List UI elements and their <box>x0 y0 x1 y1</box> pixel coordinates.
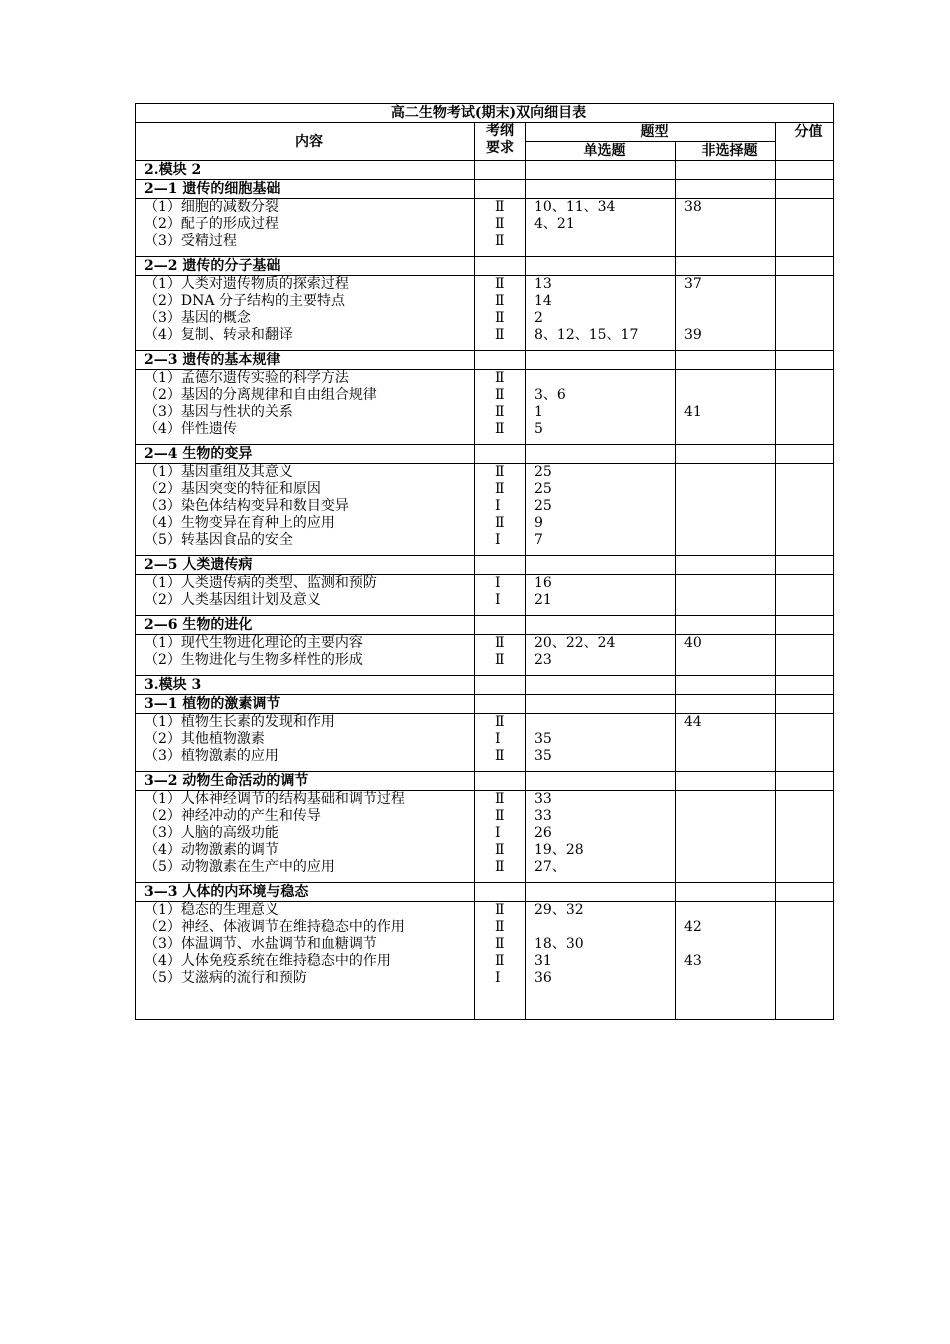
header-level-line2: 要求 <box>486 140 514 156</box>
level-value-line: Ⅱ <box>495 404 505 420</box>
content-item-line: （3）体温调节、水盐调节和血糖调节 <box>144 936 377 952</box>
level-value-line: Ⅰ <box>495 731 501 747</box>
score-cell <box>776 635 834 676</box>
single-choice-value-line: 33 <box>534 791 552 807</box>
table-row <box>136 464 834 556</box>
single-choice-value-line: 3、6 <box>534 387 566 403</box>
level-value-line: Ⅱ <box>495 953 505 969</box>
section-score-cell <box>776 676 834 695</box>
table-row <box>136 791 834 883</box>
section-level-cell <box>475 883 526 902</box>
content-item-line: （2）基因的分离规律和自由组合规律 <box>144 387 377 403</box>
section-level-cell <box>475 445 526 464</box>
content-item-line: （1）细胞的减数分裂 <box>144 199 279 215</box>
level-value-line: Ⅱ <box>495 370 505 386</box>
section-level-cell <box>475 695 526 714</box>
nonchoice-value-line <box>684 293 775 310</box>
level-value-line: Ⅱ <box>495 936 505 952</box>
content-item-line: （1）现代生物进化理论的主要内容 <box>144 635 363 651</box>
content-cell <box>136 635 475 676</box>
single-choice-value-line: 23 <box>534 652 552 668</box>
section-nonchoice-cell <box>676 616 776 635</box>
nonchoice-cell <box>676 714 776 772</box>
section-level-cell <box>475 257 526 276</box>
level-value-line: Ⅱ <box>495 310 505 326</box>
content-item-line: （4）伴性遗传 <box>144 421 237 437</box>
section-label: 2—1 遗传的细胞基础 <box>136 180 475 199</box>
content-item-line: （3）染色体结构变异和数目变异 <box>144 498 349 514</box>
content-cell <box>136 714 475 772</box>
content-item-line: （1）人类对遗传物质的探索过程 <box>144 276 349 292</box>
section-single-cell <box>526 883 676 902</box>
header-level <box>475 123 526 161</box>
section-row <box>136 161 834 180</box>
level-value-line: Ⅱ <box>495 293 505 309</box>
single-choice-value-line: 7 <box>534 532 543 548</box>
nonchoice-value-line <box>684 842 775 859</box>
section-single-cell <box>526 180 676 199</box>
level-value-line: Ⅰ <box>495 498 501 514</box>
score-cell <box>776 464 834 556</box>
single-choice-value-line: 26 <box>534 825 552 841</box>
single-choice-value-line: 19、28 <box>534 842 584 858</box>
nonchoice-cell <box>676 276 776 351</box>
nonchoice-cell <box>676 199 776 257</box>
nonchoice-cell <box>676 791 776 883</box>
section-level-cell <box>475 676 526 695</box>
content-item-line: （2）神经、体液调节在维持稳态中的作用 <box>144 919 405 935</box>
single-choice-value-line <box>534 370 675 387</box>
section-nonchoice-cell <box>676 676 776 695</box>
nonchoice-cell <box>676 635 776 676</box>
level-value-line: Ⅱ <box>495 199 505 215</box>
section-score-cell <box>776 556 834 575</box>
level-value-line: Ⅱ <box>495 842 505 858</box>
table-row <box>136 902 834 1020</box>
content-item-line: （3）基因的概念 <box>144 310 251 326</box>
nonchoice-value-line <box>684 575 775 592</box>
nonchoice-cell <box>676 370 776 445</box>
section-nonchoice-cell <box>676 180 776 199</box>
content-cell <box>136 575 475 616</box>
section-label: 3—2 动物生命活动的调节 <box>136 772 475 791</box>
single-choice-value-line: 25 <box>534 481 552 497</box>
single-choice-value-line: 9 <box>534 515 543 531</box>
level-value-line: Ⅱ <box>495 233 505 249</box>
nonchoice-value-line <box>684 791 775 808</box>
nonchoice-cell <box>676 575 776 616</box>
nonchoice-value-line: 39 <box>684 327 702 343</box>
section-single-cell <box>526 257 676 276</box>
content-item-line: （2）生物进化与生物多样性的形成 <box>144 652 363 668</box>
content-item-line: （2）DNA 分子结构的主要特点 <box>144 293 345 309</box>
level-value-line: Ⅱ <box>495 919 505 935</box>
single-choice-value-line <box>534 919 675 936</box>
nonchoice-value-line <box>684 592 775 609</box>
header-single: 单选题 <box>526 142 676 161</box>
single-choice-value-line: 4、21 <box>534 216 575 232</box>
level-value-line: Ⅰ <box>495 592 501 608</box>
content-item-line: （1）植物生长素的发现和作用 <box>144 714 335 730</box>
score-cell <box>776 575 834 616</box>
single-choice-cell <box>526 464 676 556</box>
content-item-line: （5）艾滋病的流行和预防 <box>144 970 307 986</box>
section-score-cell <box>776 616 834 635</box>
section-single-cell <box>526 676 676 695</box>
content-cell <box>136 370 475 445</box>
level-value-line: Ⅱ <box>495 216 505 232</box>
content-item-line: （2）神经冲动的产生和传导 <box>144 808 321 824</box>
header-type: 题型 <box>526 123 776 142</box>
section-score-cell <box>776 161 834 180</box>
level-cell <box>475 714 526 772</box>
single-choice-value-line: 29、32 <box>534 902 584 918</box>
section-label: 3.模块 3 <box>136 676 475 695</box>
single-choice-value-line: 36 <box>534 970 552 986</box>
section-row <box>136 351 834 370</box>
section-nonchoice-cell <box>676 695 776 714</box>
section-score-cell <box>776 445 834 464</box>
level-cell <box>475 199 526 257</box>
content-item-line: （3）人脑的高级功能 <box>144 825 279 841</box>
single-choice-value-line: 20、22、24 <box>534 635 616 651</box>
section-single-cell <box>526 616 676 635</box>
single-choice-value-line: 10、11、34 <box>534 199 616 215</box>
level-value-line: Ⅰ <box>495 532 501 548</box>
single-choice-value-line: 8、12、15、17 <box>534 327 639 343</box>
nonchoice-value-line <box>684 216 775 233</box>
content-cell <box>136 199 475 257</box>
content-item-line: （5）转基因食品的安全 <box>144 532 293 548</box>
section-single-cell <box>526 445 676 464</box>
content-item-line: （5）动物激素在生产中的应用 <box>144 859 335 875</box>
level-cell <box>475 791 526 883</box>
nonchoice-value-line <box>684 748 775 765</box>
section-row <box>136 695 834 714</box>
level-value-line: Ⅱ <box>495 464 505 480</box>
score-cell <box>776 370 834 445</box>
section-label: 2—4 生物的变异 <box>136 445 475 464</box>
level-value-line: Ⅱ <box>495 808 505 824</box>
section-nonchoice-cell <box>676 351 776 370</box>
level-cell <box>475 370 526 445</box>
content-item-line: （1）基因重组及其意义 <box>144 464 293 480</box>
single-choice-value-line: 5 <box>534 421 543 437</box>
section-level-cell <box>475 556 526 575</box>
section-label: 3—3 人体的内环境与稳态 <box>136 883 475 902</box>
nonchoice-value-line <box>684 464 775 481</box>
single-choice-value-line: 18、30 <box>534 936 584 952</box>
level-value-line: Ⅰ <box>495 575 501 591</box>
section-score-cell <box>776 351 834 370</box>
content-item-line: （3）受精过程 <box>144 233 237 249</box>
table-row <box>136 714 834 772</box>
section-label: 3—1 植物的激素调节 <box>136 695 475 714</box>
section-single-cell <box>526 351 676 370</box>
single-choice-cell <box>526 575 676 616</box>
section-label: 2—3 遗传的基本规律 <box>136 351 475 370</box>
content-item-line: （1）稳态的生理意义 <box>144 902 279 918</box>
nonchoice-value-line <box>684 515 775 532</box>
content-cell <box>136 276 475 351</box>
level-value-line: Ⅱ <box>495 635 505 651</box>
single-choice-cell <box>526 635 676 676</box>
section-single-cell <box>526 161 676 180</box>
table-row <box>136 575 834 616</box>
content-item-line: （4）生物变异在育种上的应用 <box>144 515 335 531</box>
level-value-line: Ⅱ <box>495 515 505 531</box>
section-row <box>136 445 834 464</box>
nonchoice-value-line <box>684 970 775 987</box>
section-single-cell <box>526 556 676 575</box>
nonchoice-value-line <box>684 902 775 919</box>
content-item-line: （2）人类基因组计划及意义 <box>144 592 321 608</box>
nonchoice-value-line <box>684 481 775 498</box>
section-nonchoice-cell <box>676 556 776 575</box>
content-item-line: （3）基因与性状的关系 <box>144 404 293 420</box>
level-value-line: Ⅱ <box>495 791 505 807</box>
nonchoice-value-line: 38 <box>684 199 702 215</box>
level-value-line: Ⅱ <box>495 714 505 730</box>
level-cell <box>475 902 526 1020</box>
content-item-line: （1）孟德尔遗传实验的科学方法 <box>144 370 349 386</box>
section-single-cell <box>526 772 676 791</box>
section-level-cell <box>475 616 526 635</box>
single-choice-cell <box>526 199 676 257</box>
single-choice-value-line: 16 <box>534 575 552 591</box>
single-choice-value-line: 13 <box>534 276 552 292</box>
nonchoice-cell <box>676 464 776 556</box>
single-choice-cell <box>526 714 676 772</box>
content-item-line: （1）人体神经调节的结构基础和调节过程 <box>144 791 405 807</box>
single-choice-value-line: 31 <box>534 953 552 969</box>
level-value-line: Ⅰ <box>495 970 501 986</box>
single-choice-value-line: 21 <box>534 592 552 608</box>
level-cell <box>475 635 526 676</box>
content-cell <box>136 464 475 556</box>
score-cell <box>776 276 834 351</box>
content-cell <box>136 791 475 883</box>
nonchoice-value-line: 41 <box>684 404 702 420</box>
section-label: 2—2 遗传的分子基础 <box>136 257 475 276</box>
single-choice-cell <box>526 276 676 351</box>
section-level-cell <box>475 180 526 199</box>
nonchoice-value-line <box>684 498 775 515</box>
content-item-line: （4）复制、转录和翻译 <box>144 327 293 343</box>
single-choice-value-line: 1 <box>534 404 543 420</box>
section-score-cell <box>776 695 834 714</box>
section-label: 2—6 生物的进化 <box>136 616 475 635</box>
nonchoice-value-line: 44 <box>684 714 702 730</box>
single-choice-cell <box>526 370 676 445</box>
nonchoice-value-line <box>684 387 775 404</box>
score-cell <box>776 199 834 257</box>
level-value-line: Ⅱ <box>495 859 505 875</box>
section-row <box>136 257 834 276</box>
nonchoice-value-line: 43 <box>684 953 702 969</box>
level-value-line: Ⅱ <box>495 421 505 437</box>
section-level-cell <box>475 351 526 370</box>
section-score-cell <box>776 772 834 791</box>
level-value-line: Ⅱ <box>495 276 505 292</box>
nonchoice-value-line: 42 <box>684 919 702 935</box>
nonchoice-value-line: 37 <box>684 276 702 292</box>
section-label: 2—5 人类遗传病 <box>136 556 475 575</box>
single-choice-value-line: 14 <box>534 293 552 309</box>
section-score-cell <box>776 883 834 902</box>
section-row <box>136 556 834 575</box>
level-value-line: Ⅱ <box>495 652 505 668</box>
single-choice-cell <box>526 791 676 883</box>
score-cell <box>776 714 834 772</box>
table-title: 高二生物考试(期末)双向细目表 <box>136 104 834 123</box>
single-choice-value-line: 33 <box>534 808 552 824</box>
specification-table <box>135 103 834 1020</box>
nonchoice-value-line <box>684 936 775 953</box>
section-nonchoice-cell <box>676 883 776 902</box>
nonchoice-value-line <box>684 652 775 669</box>
content-item-line: （2）其他植物激素 <box>144 731 265 747</box>
score-cell <box>776 902 834 1020</box>
header-nonchoice: 非选择题 <box>676 142 776 161</box>
content-item-line: （1）人类遗传病的类型、监测和预防 <box>144 575 377 591</box>
content-item-line: （2）基因突变的特征和原因 <box>144 481 321 497</box>
level-value-line: Ⅱ <box>495 902 505 918</box>
table-row <box>136 370 834 445</box>
section-single-cell <box>526 695 676 714</box>
nonchoice-value-line: 40 <box>684 635 702 651</box>
single-choice-value-line: 25 <box>534 464 552 480</box>
single-choice-value-line: 35 <box>534 748 552 764</box>
single-choice-value-line <box>534 714 675 731</box>
nonchoice-value-line <box>684 370 775 387</box>
level-cell <box>475 575 526 616</box>
content-item-line: （4）动物激素的调节 <box>144 842 279 858</box>
score-cell <box>776 791 834 883</box>
single-choice-value-line: 25 <box>534 498 552 514</box>
level-value-line: Ⅱ <box>495 748 505 764</box>
level-cell <box>475 464 526 556</box>
level-value-line: Ⅰ <box>495 825 501 841</box>
content-item-line: （3）植物激素的应用 <box>144 748 279 764</box>
section-row <box>136 883 834 902</box>
single-choice-value-line: 35 <box>534 731 552 747</box>
section-row <box>136 676 834 695</box>
nonchoice-value-line <box>684 808 775 825</box>
header-content: 内容 <box>136 123 475 161</box>
section-level-cell <box>475 772 526 791</box>
level-value-line: Ⅱ <box>495 387 505 403</box>
content-item-line: （2）配子的形成过程 <box>144 216 279 232</box>
single-choice-value-line: 2 <box>534 310 543 326</box>
level-cell <box>475 276 526 351</box>
nonchoice-value-line <box>684 421 775 438</box>
table-row <box>136 276 834 351</box>
content-item-line: （4）人体免疫系统在维持稳态中的作用 <box>144 953 391 969</box>
section-nonchoice-cell <box>676 161 776 180</box>
section-nonchoice-cell <box>676 445 776 464</box>
section-nonchoice-cell <box>676 257 776 276</box>
nonchoice-value-line <box>684 825 775 842</box>
nonchoice-value-line <box>684 859 775 876</box>
table-row <box>136 199 834 257</box>
section-score-cell <box>776 180 834 199</box>
level-value-line: Ⅱ <box>495 481 505 497</box>
section-row <box>136 616 834 635</box>
nonchoice-value-line <box>684 731 775 748</box>
section-label: 2.模块 2 <box>136 161 475 180</box>
nonchoice-value-line <box>684 233 775 250</box>
section-nonchoice-cell <box>676 772 776 791</box>
section-score-cell <box>776 257 834 276</box>
content-cell <box>136 902 475 1020</box>
nonchoice-value-line <box>684 310 775 327</box>
nonchoice-cell <box>676 902 776 1020</box>
single-choice-value-line: 27、 <box>534 859 566 875</box>
header-level-line1: 考纲 <box>486 123 514 139</box>
header-score: 分值 <box>776 123 834 161</box>
nonchoice-value-line <box>684 532 775 549</box>
single-choice-value-line <box>534 233 675 250</box>
section-row <box>136 180 834 199</box>
section-level-cell <box>475 161 526 180</box>
section-row <box>136 772 834 791</box>
level-value-line: Ⅱ <box>495 327 505 343</box>
single-choice-cell <box>526 902 676 1020</box>
table-row <box>136 635 834 676</box>
